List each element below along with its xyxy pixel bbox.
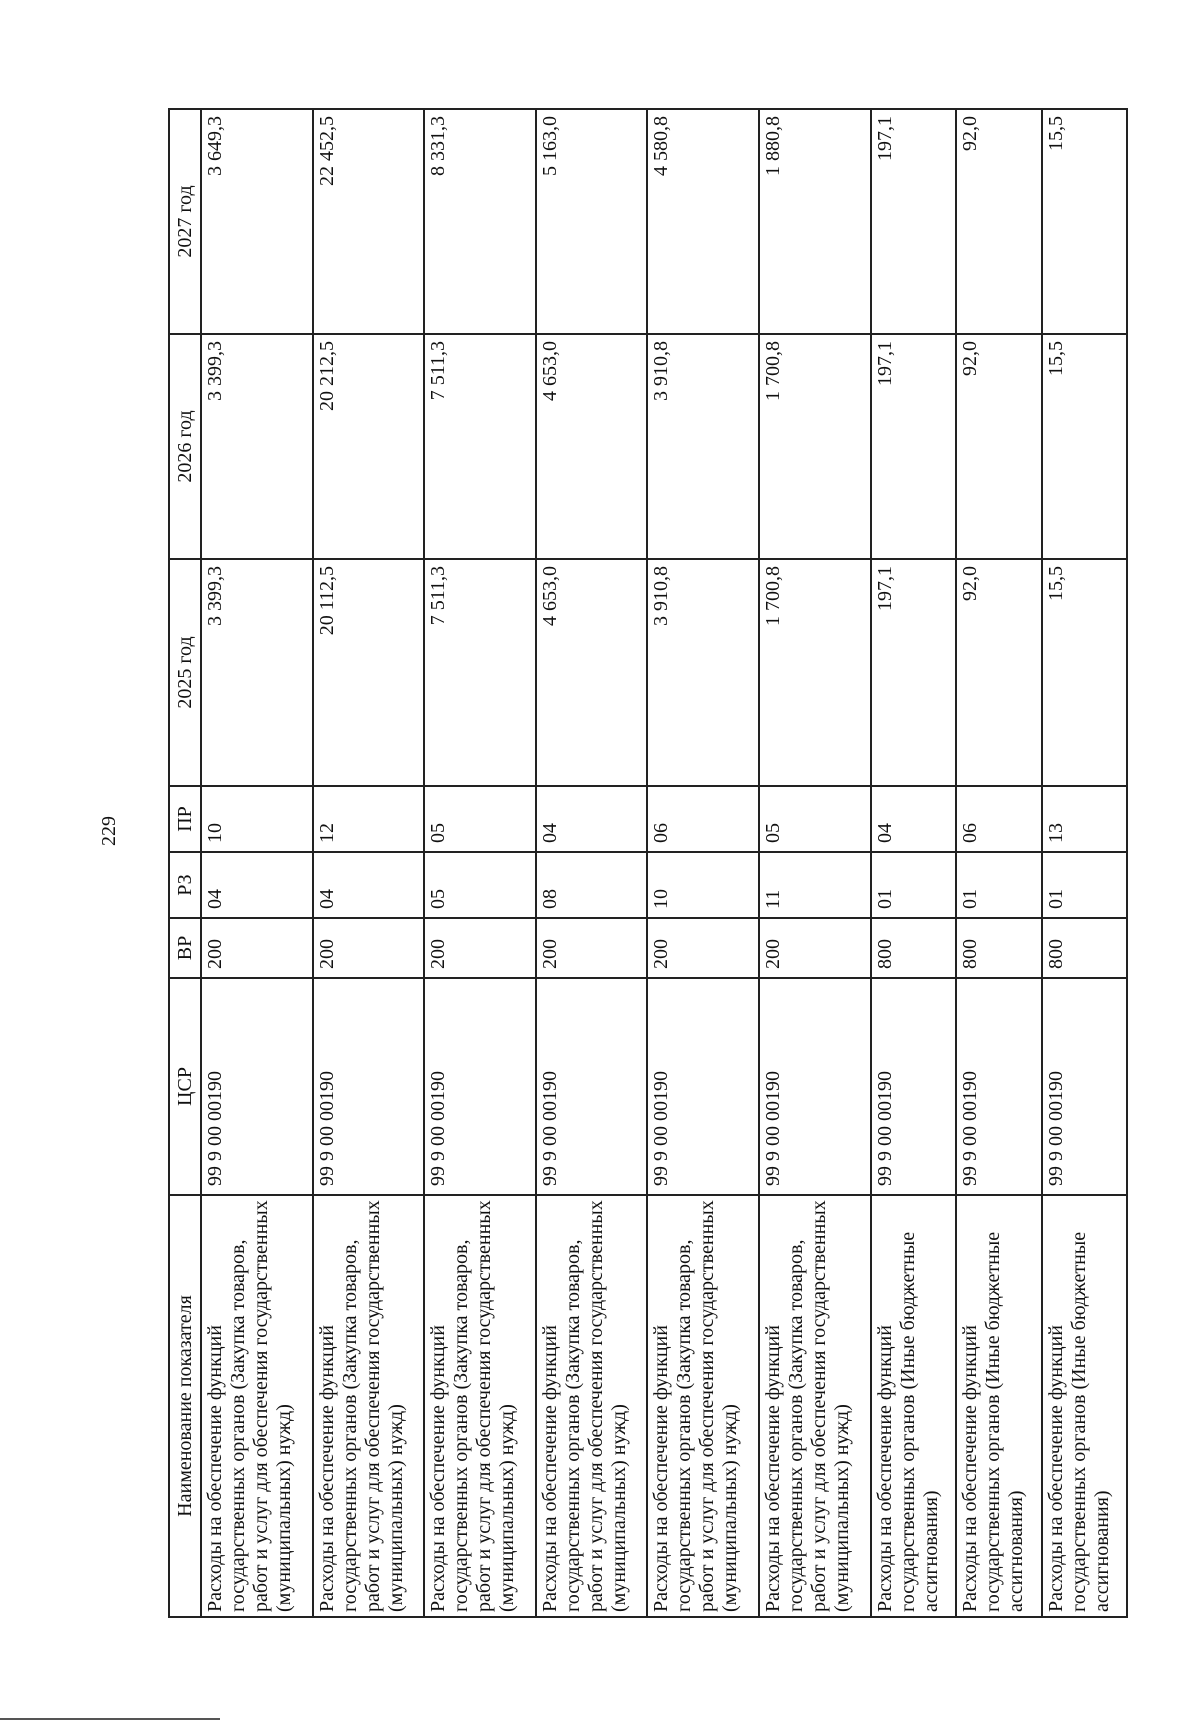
table-row: [201, 109, 313, 1617]
cell-vr: 800: [956, 918, 1041, 978]
cell-csr: 99 9 00 00190: [759, 978, 871, 1195]
cell-vr: 200: [759, 918, 871, 978]
cell-2026: 3 399,3: [201, 334, 313, 559]
cell-rz: 10: [647, 852, 759, 918]
table-row: [424, 109, 536, 1617]
cell-2026: 20 212,5: [313, 334, 425, 559]
page-number: 229: [98, 816, 120, 846]
cell-name: Расходы на обеспечение функций государственных органов (Иные бюджетные ассигнования): [956, 1195, 1041, 1617]
cell-csr: 99 9 00 00190: [313, 978, 425, 1195]
cell-rz: 04: [201, 852, 313, 918]
cell-2026: 7 511,3: [424, 334, 536, 559]
cell-pr: 12: [313, 786, 425, 852]
cell-pr: 06: [647, 786, 759, 852]
cell-2025: 92,0: [956, 559, 1041, 786]
rotated-table-container: [168, 110, 1128, 1618]
cell-csr: 99 9 00 00190: [201, 978, 313, 1195]
cell-2025: 7 511,3: [424, 559, 536, 786]
cell-2025: 3 910,8: [647, 559, 759, 786]
cell-2027: 3 649,3: [201, 109, 313, 334]
cell-name: Расходы на обеспечение функций государственных органов (Иные бюджетные ассигнования): [1042, 1195, 1128, 1617]
cell-2027: 1 880,8: [759, 109, 871, 334]
cell-rz: 05: [424, 852, 536, 918]
cell-2027: 5 163,0: [536, 109, 648, 334]
cell-2027: 4 580,8: [647, 109, 759, 334]
table-row: [1042, 109, 1128, 1617]
cell-csr: 99 9 00 00190: [536, 978, 648, 1195]
cell-vr: 200: [536, 918, 648, 978]
table-row: [647, 109, 759, 1617]
cell-rz: 11: [759, 852, 871, 918]
cell-pr: 13: [1042, 786, 1128, 852]
header-rz: РЗ: [169, 852, 201, 918]
cell-vr: 200: [424, 918, 536, 978]
cell-2027: 197,1: [871, 109, 956, 334]
table-row: [956, 109, 1041, 1617]
header-2026: 2026 год: [169, 334, 201, 559]
cell-2026: 197,1: [871, 334, 956, 559]
cell-2027: 8 331,3: [424, 109, 536, 334]
cell-csr: 99 9 00 00190: [647, 978, 759, 1195]
table-row: [759, 109, 871, 1617]
cell-2025: 1 700,8: [759, 559, 871, 786]
cell-name: Расходы на обеспечение функций государственных органов (Иные бюджетные ассигнования): [871, 1195, 956, 1617]
cell-vr: 800: [871, 918, 956, 978]
cell-vr: 200: [313, 918, 425, 978]
cell-2026: 92,0: [956, 334, 1041, 559]
cell-vr: 200: [201, 918, 313, 978]
cell-rz: 01: [956, 852, 1041, 918]
cell-pr: 05: [759, 786, 871, 852]
cell-pr: 04: [536, 786, 648, 852]
table-header-row: [169, 109, 201, 1617]
cell-rz: 01: [871, 852, 956, 918]
cell-2025: 197,1: [871, 559, 956, 786]
cell-name: Расходы на обеспечение функций государственных органов (Закупка товаров, работ и услуг для обеспечения государственных (муниципальных) нужд): [424, 1195, 536, 1617]
table-row: [536, 109, 648, 1617]
cell-pr: 04: [871, 786, 956, 852]
budget-table: [168, 108, 1128, 1618]
cell-pr: 06: [956, 786, 1041, 852]
cell-csr: 99 9 00 00190: [956, 978, 1041, 1195]
cell-2026: 4 653,0: [536, 334, 648, 559]
cell-name: Расходы на обеспечение функций государственных органов (Закупка товаров, работ и услуг для обеспечения государственных (муниципальных) нужд): [647, 1195, 759, 1617]
cell-2027: 92,0: [956, 109, 1041, 334]
header-csr: ЦСР: [169, 978, 201, 1195]
cell-vr: 200: [647, 918, 759, 978]
cell-csr: 99 9 00 00190: [871, 978, 956, 1195]
cell-name: Расходы на обеспечение функций государственных органов (Закупка товаров, работ и услуг для обеспечения государственных (муниципальных) нужд): [201, 1195, 313, 1617]
cell-2025: 20 112,5: [313, 559, 425, 786]
table-row: [871, 109, 956, 1617]
cell-rz: 08: [536, 852, 648, 918]
header-pr: ПР: [169, 786, 201, 852]
header-2025: 2025 год: [169, 559, 201, 786]
cell-rz: 04: [313, 852, 425, 918]
cell-2027: 15,5: [1042, 109, 1128, 334]
cell-name: Расходы на обеспечение функций государственных органов (Закупка товаров, работ и услуг для обеспечения государственных (муниципальных) нужд): [536, 1195, 648, 1617]
header-name: Наименование показателя: [169, 1195, 201, 1617]
header-2027: 2027 год: [169, 109, 201, 334]
cell-2025: 3 399,3: [201, 559, 313, 786]
cell-pr: 10: [201, 786, 313, 852]
cell-2026: 1 700,8: [759, 334, 871, 559]
cell-2027: 22 452,5: [313, 109, 425, 334]
cell-name: Расходы на обеспечение функций государственных органов (Закупка товаров, работ и услуг для обеспечения государственных (муниципальных) нужд): [313, 1195, 425, 1617]
cell-2026: 15,5: [1042, 334, 1128, 559]
cell-csr: 99 9 00 00190: [1042, 978, 1128, 1195]
cell-2025: 4 653,0: [536, 559, 648, 786]
cell-rz: 01: [1042, 852, 1128, 918]
table-row: [313, 109, 425, 1617]
scan-edge-line: [0, 1718, 220, 1720]
cell-name: Расходы на обеспечение функций государственных органов (Закупка товаров, работ и услуг для обеспечения государственных (муниципальных) нужд): [759, 1195, 871, 1617]
cell-vr: 800: [1042, 918, 1128, 978]
cell-2026: 3 910,8: [647, 334, 759, 559]
cell-2025: 15,5: [1042, 559, 1128, 786]
cell-pr: 05: [424, 786, 536, 852]
header-vr: ВР: [169, 918, 201, 978]
cell-csr: 99 9 00 00190: [424, 978, 536, 1195]
